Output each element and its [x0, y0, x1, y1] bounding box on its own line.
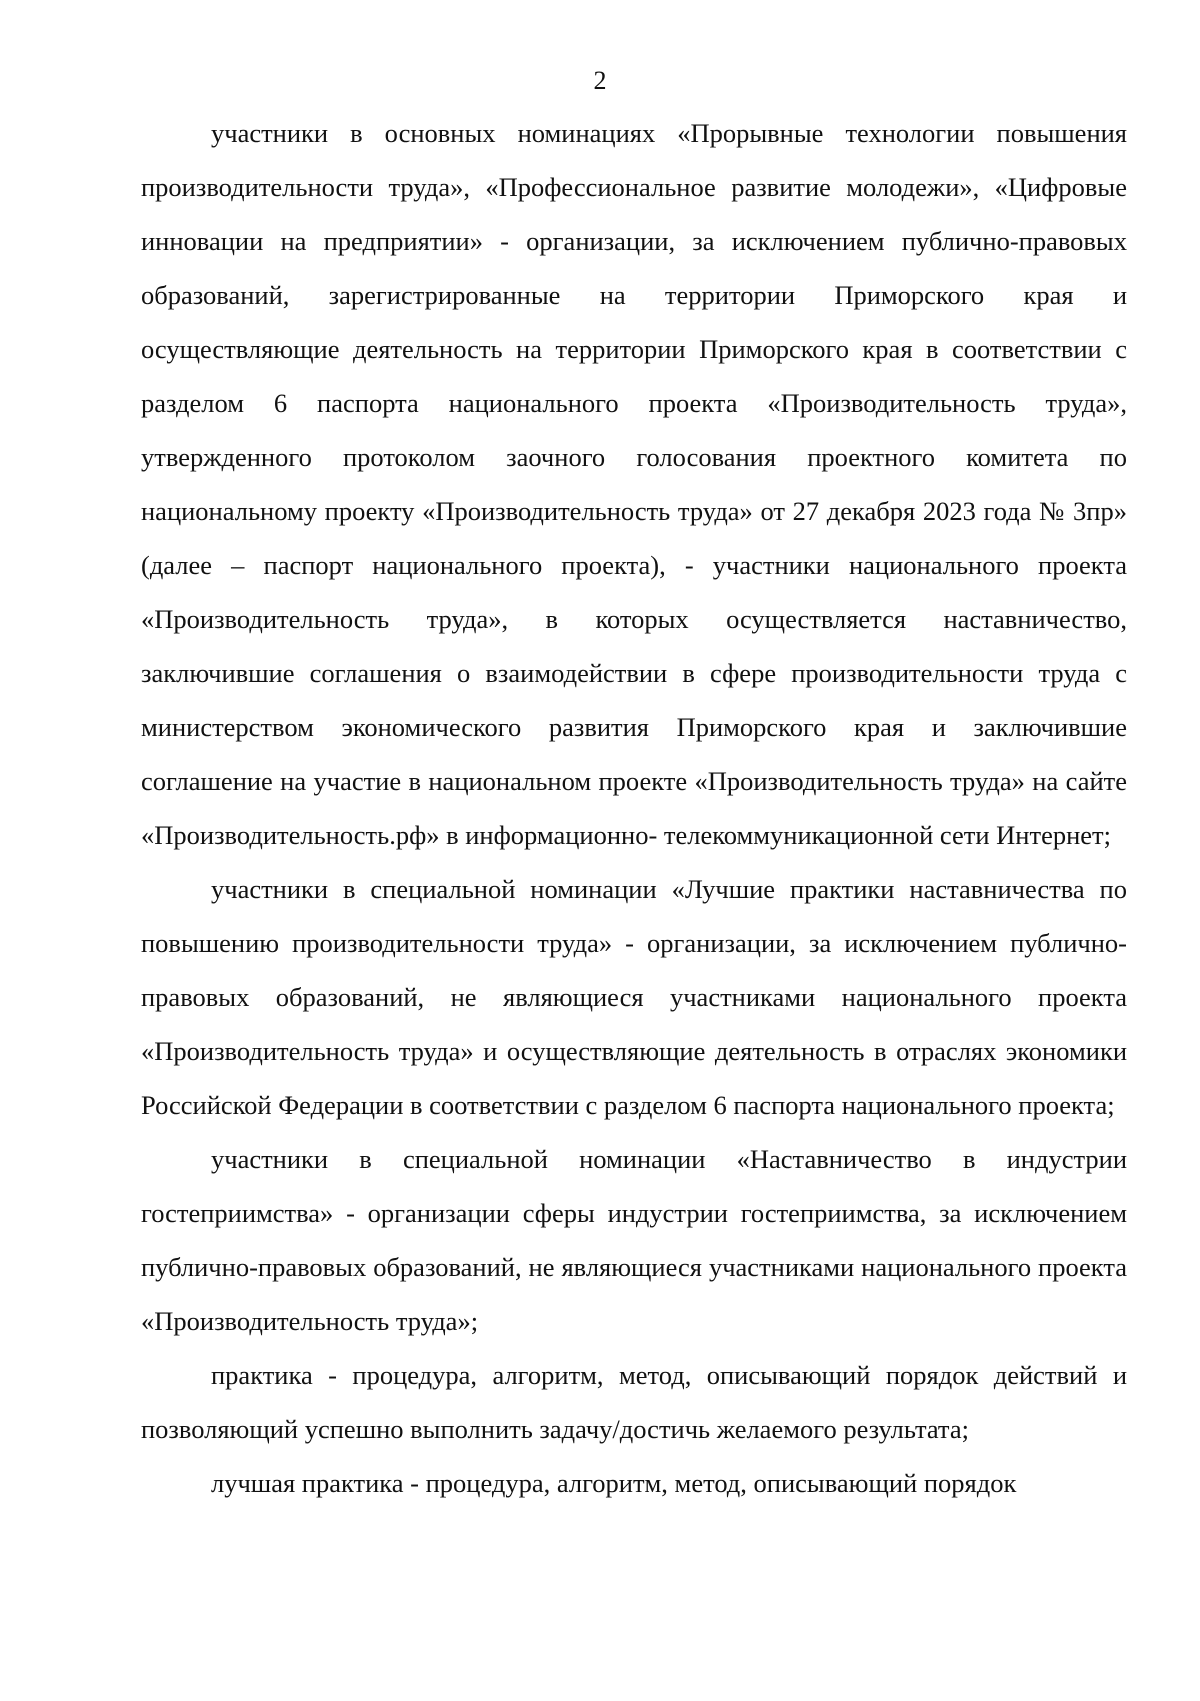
document-body [141, 106, 1127, 1510]
paragraph-best-practice-definition: лучшая практика - процедура, алгоритм, метод, описывающий порядок [211, 1468, 1017, 1498]
paragraph-hospitality-participants: участники в специальной номинации «Наставничество в индустрии гостеприимства» - организации сферы индустрии гостеприимства, за исключением публично-правовых образований, не являющиеся участниками национального проекта «Производительность труда»; [141, 1144, 1127, 1336]
paragraph-main-nominations-participants: участники в основных номинациях «Прорывные технологии повышения производительности труда», «Профессиональное развитие молодежи», «Цифровые инновации на предприятии» - организации, за исключением публично-правовых образований, зарегистрированные на территории Приморского края и осуществляющие деятельность на территории Приморского края в соответствии с разделом 6 паспорта национального проекта «Производительность труда», утвержденного протоколом заочного голосования проектного комитета по национальному проекту «Производительность труда» от 27 декабря 2023 года № 3пр» (далее – паспорт национального проекта), - участники национального проекта «Производительность труда», в которых осуществляется наставничество, заключившие соглашения о взаимодействии в сфере производительности труда с министерством экономического развития Приморского края и заключившие соглашение на участие в национальном проекте «Производительность труда» на сайте «Производительность.рф» в информационно- телекоммуникационной сети Интернет; [141, 118, 1127, 850]
paragraph-mentoring-practices-participants: участники в специальной номинации «Лучшие практики наставничества по повышению производительности труда» - организации, за исключением публично-правовых образований, не являющиеся участниками национального проекта «Производительность труда» и осуществляющие деятельность в отраслях экономики Российской Федерации в соответствии с разделом 6 паспорта национального проекта; [141, 874, 1127, 1120]
page-number: 2 [593, 66, 607, 95]
paragraph-practice-definition: практика - процедура, алгоритм, метод, описывающий порядок действий и позволяющий успешно выполнить задачу/достичь желаемого результата; [141, 1360, 1127, 1444]
